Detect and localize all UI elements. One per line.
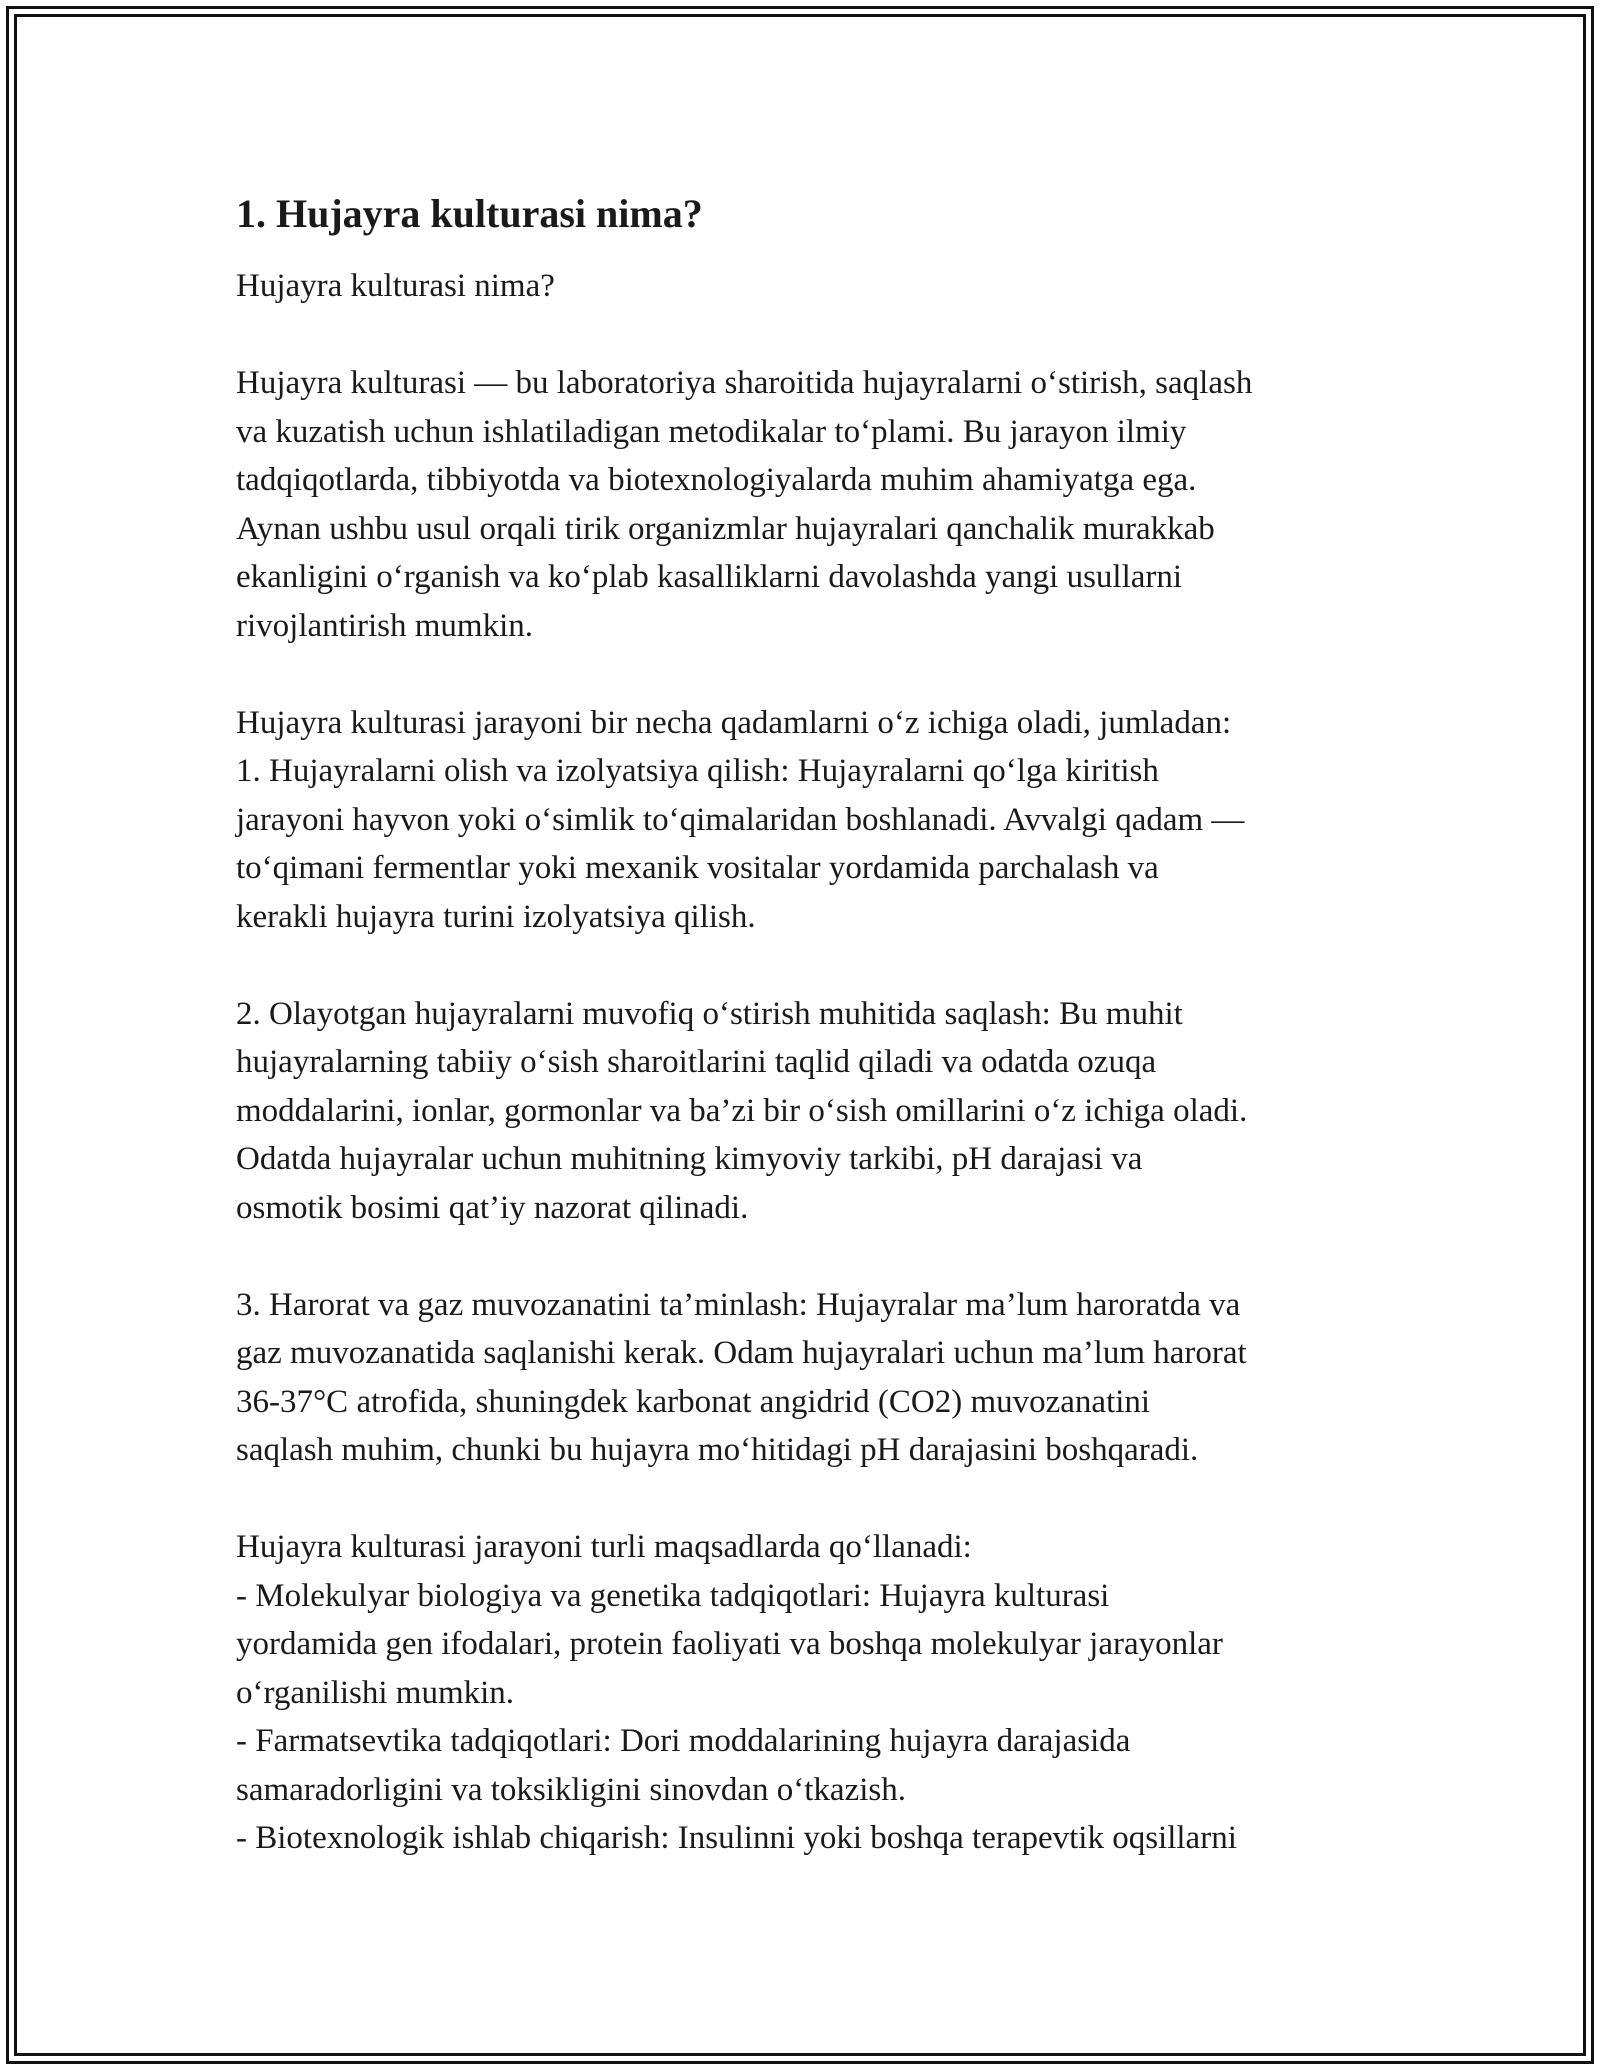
text-line: yordamida gen ifodalari, protein faoliyati va boshqa molekulyar jarayonlar [236, 1626, 1223, 1662]
text-line: tadqiqotlarda, tibbiyotda va biotexnologiyalarda muhim ahamiyatga ega. [236, 462, 1197, 498]
text-line: hujayralarning tabiiy o‘sish sharoitlarini taqlid qiladi va odatda ozuqa [236, 1044, 1157, 1080]
text-line: - Molekulyar biologiya va genetika tadqiqotlari: Hujayra kulturasi [236, 1577, 1110, 1614]
text-line: 3. Harorat va gaz muvozanatini ta’minlash: Hujayralar ma’lum haroratda va [236, 1286, 1241, 1323]
document-subtitle: Hujayra kulturasi nima? [236, 268, 555, 304]
text-line: Hujayra kulturasi — bu laboratoriya sharoitida hujayralarni o‘stirish, saqlash [236, 365, 1253, 401]
paragraph-step3 [236, 1281, 1386, 1475]
text-line: osmotik bosimi qat’iy nazorat qilinadi. [236, 1189, 749, 1226]
text-line: 2. Olayotgan hujayralarni muvofiq o‘stirish muhitida saqlash: Bu muhit [236, 995, 1183, 1032]
text-line: moddalarini, ionlar, gormonlar va ba’zi bir o‘sish omillarini o‘z ichiga oladi. [236, 1092, 1248, 1129]
paragraph-intro [236, 359, 1386, 650]
text-line: to‘qimani fermentlar yoki mexanik vositalar yordamida parchalash va [236, 850, 1159, 886]
document-heading: 1. Hujayra kulturasi nima? [236, 191, 703, 236]
text-line: o‘rganilishi mumkin. [236, 1674, 515, 1711]
text-line: - Biotexnologik ishlab chiqarish: Insulinni yoki boshqa terapevtik oqsillarni [236, 1820, 1237, 1856]
paragraph-applications [236, 1523, 1386, 1863]
text-line: Hujayra kulturasi jarayoni turli maqsadlarda qo‘llanadi: [236, 1529, 972, 1565]
text-line: va kuzatish uchun ishlatiladigan metodikalar to‘plami. Bu jarayon ilmiy [236, 413, 1187, 450]
text-line: samaradorligini va toksikligini sinovdan o‘tkazish. [236, 1771, 906, 1808]
text-line: - Farmatsevtika tadqiqotlari: Dori moddalarining hujayra darajasida [236, 1723, 1131, 1759]
text-line: Odatda hujayralar uchun muhitning kimyoviy tarkibi, pH darajasi va [236, 1141, 1143, 1177]
paragraph-step2 [236, 990, 1386, 1233]
text-line: 1. Hujayralarni olish va izolyatsiya qilish: Hujayralarni qo‘lga kiritish [236, 753, 1159, 789]
text-line: saqlash muhim, chunki bu hujayra mo‘hitidagi pH darajasini boshqaradi. [236, 1432, 1199, 1468]
paragraph-steps-step1 [236, 699, 1386, 942]
text-line: ekanligini o‘rganish va ko‘plab kasalliklarni davolashda yangi usullarni [236, 559, 1183, 595]
text-line: Aynan ushbu usul orqali tirik organizmlar hujayralari qanchalik murakkab [236, 510, 1215, 547]
text-line: rivojlantirish mumkin. [236, 607, 533, 644]
document-body [236, 186, 1386, 1863]
text-line: 36-37°C atrofida, shuningdek karbonat angidrid (CO2) muvozanatini [236, 1383, 1151, 1420]
text-line: Hujayra kulturasi jarayoni bir necha qadamlarni o‘z ichiga oladi, jumladan: [236, 704, 1232, 741]
text-line: gaz muvozanatida saqlanishi kerak. Odam hujayralari uchun ma’lum harorat [236, 1335, 1247, 1371]
text-line: jarayoni hayvon yoki o‘simlik to‘qimalaridan boshlanadi. Avvalgi qadam — [236, 801, 1245, 838]
text-line: kerakli hujayra turini izolyatsiya qilish. [236, 898, 756, 935]
